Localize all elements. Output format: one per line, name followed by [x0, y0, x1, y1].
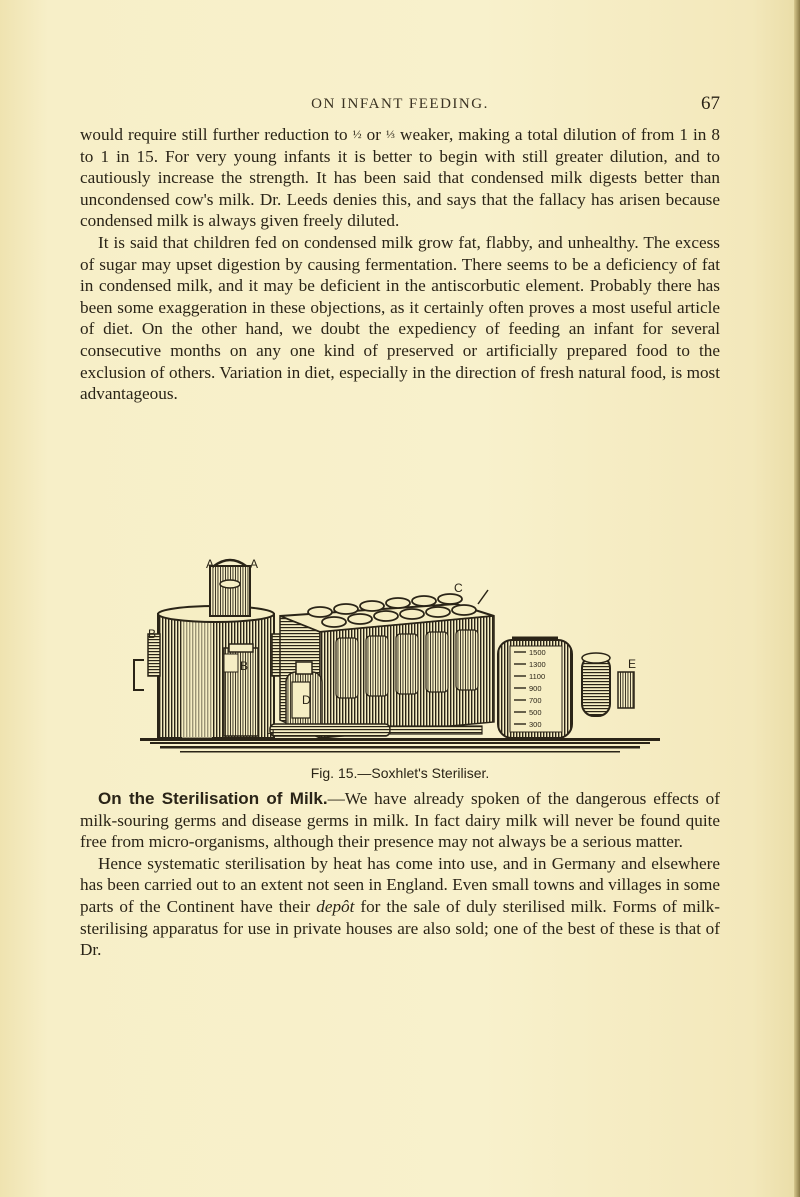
base-plate: [140, 738, 660, 753]
label-c: C: [454, 581, 463, 595]
label-d: D: [302, 693, 311, 707]
fraction-third: ⅓: [386, 127, 395, 141]
figure-caption: Fig. 15.—Soxhlet's Steriliser.: [310, 765, 490, 781]
scale-label: 300: [529, 720, 542, 729]
steriliser-engraving: [120, 552, 680, 760]
paragraph-3: [80, 788, 720, 853]
paragraph-2: It is said that children fed on condensed milk grow fat, flabby, and unhealthy. The excess of sugar may upset digestion by causing fermentation. There seems to be a deficiency of fat in condensed milk, and it may be deficient in the antiscorbutic element. Probably there has been some exaggeration in these objections, as it certainly often proves a most useful article of diet. On the other hand, we doubt the expediency of feeding an infant for several consecutive months on any one kind of preserved or artificially prepared food to the exclusion of others. Variation in diet, especially in the direction of fresh natural food, is most advantageous.: [80, 232, 720, 404]
scale-label: 900: [529, 684, 542, 693]
inner-bottle-b: [224, 644, 258, 736]
lid-a: [210, 560, 250, 616]
paragraph-1-or: or: [361, 125, 386, 144]
brush-h: [270, 724, 482, 736]
graduated-bottle: [498, 638, 572, 738]
label-b-outer: B: [148, 627, 157, 641]
label-e: E: [628, 657, 637, 671]
page-edge-shadow: [794, 0, 800, 1197]
paragraph-4-italic: depôt: [316, 896, 355, 916]
page-number: 67: [701, 93, 720, 114]
label-b-inner: B: [240, 659, 249, 673]
label-a-left: A: [206, 557, 215, 571]
running-head: [80, 93, 720, 118]
paragraph-1-text-b: weaker, making a total dilution of from 1 in 8 to 1 in 15. For very young infants it is better to begin with still greater dilution, and to cautiously increase the strength. It has been said that condensed milk digests better than uncondensed cow's milk. Dr. Leeds denies this, and says that the fallacy has arisen because condensed milk is always given freely diluted.: [80, 125, 720, 231]
paragraph-4: [80, 853, 720, 961]
label-a-right: A: [250, 557, 259, 571]
scale-label: 1300: [529, 660, 546, 669]
boiler-pot: [134, 606, 282, 738]
text-block-top: [80, 124, 720, 405]
section-heading: On the Sterilisation of Milk.: [98, 789, 328, 808]
stopper-e: [582, 653, 637, 716]
scale-label: 500: [529, 708, 542, 717]
running-title: ON INFANT FEEDING.: [311, 96, 489, 112]
scale-label: 1500: [529, 648, 546, 657]
paragraph-1: [80, 124, 720, 232]
paragraph-3-text: —We have already spoken of the dangerous effects of milk-souring germs and disease germs in milk. In fact dairy milk will never be found quite free from micro-organisms, although their presence may not always be a serious matter.: [80, 789, 720, 852]
paragraph-4-text-b: for the sale of duly sterilised milk. Forms of milk-sterilising apparatus for use in private houses are also sold; one of the best of these is that of Dr.: [80, 896, 720, 960]
figure-soxhlet-steriliser: [120, 552, 680, 760]
fraction-half: ½: [352, 127, 362, 141]
paragraph-4-text-a: Hence systematic sterilisation by heat has come into use, and in Germany and elsewhere has been carried out to an extent not seen in England. Even small towns and villages in some parts of the Continent have their: [80, 853, 720, 916]
scale-label: 1100: [529, 672, 546, 681]
label-h: H: [266, 727, 275, 741]
scale-label: 700: [529, 696, 542, 705]
paragraph-1-text-a: would require still further reduction to: [80, 125, 353, 144]
text-block-bottom: [80, 788, 720, 961]
